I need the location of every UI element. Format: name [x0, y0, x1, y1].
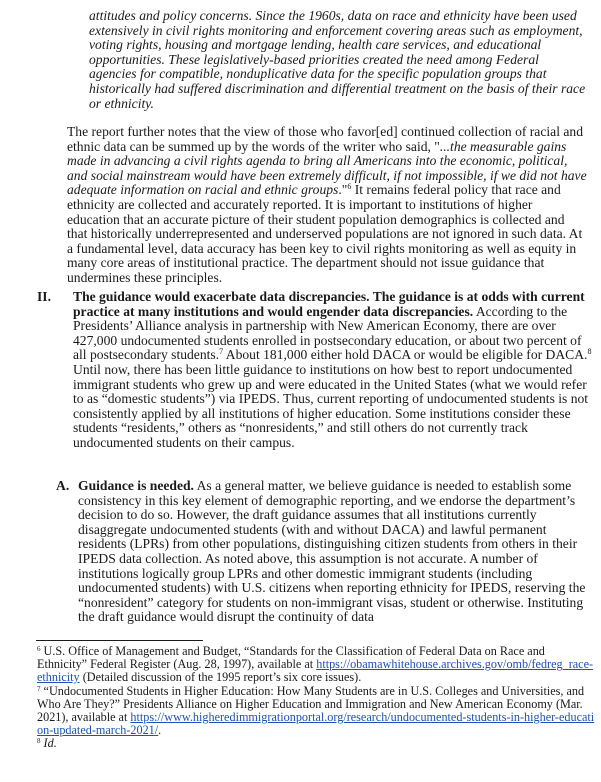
- footnote-text: “Undocumented Students in Higher Education: How Many Students are in U.S. Colleges and Universities, and Who Are They?” Presidents Alliance on Higher Education and Immigration and New American Economy (Mar. 2021), available at: [37, 683, 585, 725]
- section-text-2: About 181,000 either hold DACA or would be eligible for DACA.: [223, 347, 588, 363]
- footnote-marker: 6: [37, 645, 41, 653]
- footnote-text: U.S. Office of Management and Budget, “Standards for the Classification of Federal Data on Race and Ethnicity” Federal Register (Aug. 28, 1997), available at: [37, 644, 545, 672]
- subsection-heading: Guidance is needed.: [78, 478, 194, 493]
- footnote-marker: 7: [37, 684, 41, 693]
- footnote-ref-7[interactable]: 7: [219, 347, 224, 357]
- section-number: II.: [37, 289, 51, 304]
- paragraph-lead: The report further notes that the view of those who favor[ed] continued collection of racial and ethnic data can be summed up by the words of the writer who said, ": [67, 124, 583, 154]
- section-body: [73, 290, 593, 451]
- inline-quote-close: .": [338, 182, 348, 198]
- footnote-link[interactable]: https://obamawhitehouse.archives.gov/omb/fedreg_race-ethnicity: [37, 657, 594, 685]
- footnote-text-after: (Detailed discussion of the 1995 report’s six core issues).: [79, 670, 362, 685]
- footnote-marker: 8: [37, 737, 41, 746]
- footnote-7: [37, 685, 597, 738]
- footnote-text-after: .: [158, 723, 162, 738]
- footnote-ref-8[interactable]: 8: [587, 347, 592, 357]
- footnote-8: [37, 737, 597, 750]
- footnote-id-citation: Id.: [43, 736, 57, 751]
- footnote-link[interactable]: https://www.higheredimmigrationportal.org/research/undocumented-students-in-higher-education-updated-march-2021/: [37, 710, 595, 738]
- subsection-text: As a general matter, we believe guidance is needed to establish some consistency in this key element of demographic reporting, and we endorse the department’s decision to do so. However, the draft guidance assumes that all institutions currently disaggregate undocumented students (with and without DACA) and lawful permanent residents (LPRs) from other populations, distinguishing citizen students from others in their IPEDS data collection. As noted above, this assumption is not accurate. A number of institutions logically group LPRs and other domestic immigrant students (including undocumented students) with U.S. citizens when reporting ethnicity for IPEDS, reserving the “nonresident” category for students on non-immigrant visas, student or otherwise. Instituting the draft guidance would disrupt the continuity of data: [78, 478, 586, 625]
- block-quote: [89, 9, 589, 111]
- footnote-6: [37, 645, 597, 685]
- section-text-3: Until now, there has been little guidance to institutions on how best to report undocumented immigrant students who grew up and were educated in the United States (what we would refer to as “domestic students”) via IPEDS. Thus, current reporting of undocumented students is not consistently applied by all institutions of higher education. Some institutions consider these students “residents,” others as “nonresidents,” and still others do not currently track undocumented students on their campus.: [73, 361, 589, 450]
- footnote-ref-6[interactable]: 6: [347, 182, 352, 192]
- section-text-1: According to the Presidents’ Alliance analysis in partnership with New American Economy, there are over 427,000 undocumented students enrolled in postsecondary education, or about two percent of all postsecondary students.: [73, 303, 582, 363]
- footnote-divider: [36, 640, 203, 641]
- footnotes: [37, 645, 597, 751]
- body-paragraph: [67, 125, 587, 286]
- section-heading: The guidance would exacerbate data discrepancies. The guidance is at odds with current practice at many institutions and would engender data discrepancies.: [73, 289, 585, 319]
- block-quote-text: attitudes and policy concerns. Since the 1960s, data on race and ethnicity have been used extensively in civil rights monitoring and enforcement covering areas such as employment, voting rights, housing and mortgage lending, health care services, and educational opportunities. These legislatively-based priorities created the need among Federal agencies for compatible, nonduplicative data for the specific population groups that historically had suffered discrimination and differential treatment on the basis of their race or ethnicity.: [89, 8, 586, 111]
- subsection-body: [78, 479, 594, 625]
- paragraph-rest: It remains federal policy that race and ethnicity are collected and accurately reported. It is important to institutions of higher education that an accurate picture of their student population demographics is collected and that historically underrepresented and underserved populations are not ignored in such data. At a fundamental level, data accuracy has been key to civil rights monitoring as well as equity in many core areas of institutional practice. The department should not issue guidance that undermines these principles.: [67, 182, 583, 285]
- subsection-number: A.: [56, 478, 70, 493]
- inline-quote: ...the measurable gains made in advancing a civil rights agenda to bring all Americans into the economic, political, and social mainstream would have been extremely difficult, if not impossible, if we did not have adequate information on racial and ethnic groups: [67, 138, 587, 198]
